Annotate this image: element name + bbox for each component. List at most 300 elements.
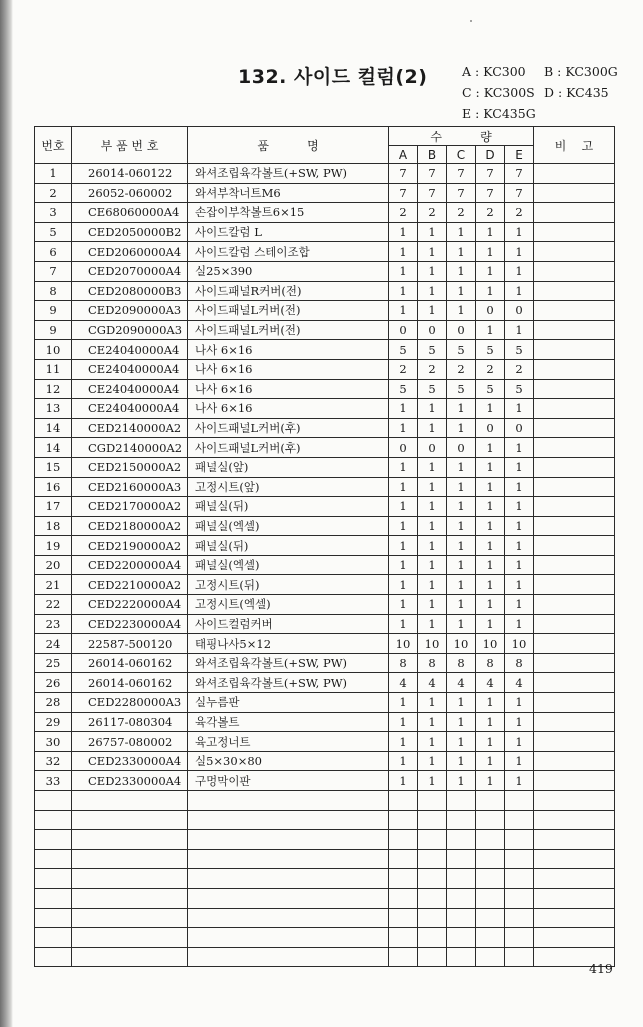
row-qty-c: 1 <box>447 575 476 595</box>
row-qty-c: 1 <box>447 497 476 517</box>
row-number: 18 <box>35 516 72 536</box>
row-qty-d: 1 <box>476 281 505 301</box>
row-part-number: CED2280000A3 <box>72 693 188 713</box>
row-part-name: 태핑나사5×12 <box>188 634 389 654</box>
row-qty-a <box>389 849 418 869</box>
table-row <box>35 242 615 262</box>
row-number: 2 <box>35 183 72 203</box>
row-part-number: CED2070000A4 <box>72 261 188 281</box>
row-qty-b: 1 <box>418 575 447 595</box>
row-part-name: 실25×390 <box>188 261 389 281</box>
row-remark <box>534 928 615 948</box>
row-qty-a: 5 <box>389 379 418 399</box>
row-qty-c: 1 <box>447 614 476 634</box>
table-row <box>35 340 615 360</box>
row-qty-e: 1 <box>505 595 534 615</box>
row-qty-e: 8 <box>505 653 534 673</box>
row-number: 11 <box>35 359 72 379</box>
row-part-number: CED2150000A2 <box>72 457 188 477</box>
row-part-number: CE24040000A4 <box>72 379 188 399</box>
row-qty-b: 4 <box>418 673 447 693</box>
row-qty-e: 1 <box>505 242 534 262</box>
row-qty-e: 10 <box>505 634 534 654</box>
row-qty-e: 1 <box>505 712 534 732</box>
row-qty-c: 8 <box>447 653 476 673</box>
row-qty-e <box>505 928 534 948</box>
row-qty-b: 1 <box>418 751 447 771</box>
row-remark <box>534 203 615 223</box>
row-qty-e <box>505 869 534 889</box>
row-number: 3 <box>35 203 72 223</box>
row-qty-d: 1 <box>476 575 505 595</box>
row-qty-b: 7 <box>418 164 447 184</box>
row-qty-e: 5 <box>505 340 534 360</box>
row-qty-b: 1 <box>418 536 447 556</box>
row-part-name: 와셔조립육각볼트(+SW, PW) <box>188 653 389 673</box>
row-part-name: 와셔부착너트M6 <box>188 183 389 203</box>
row-qty-b: 1 <box>418 614 447 634</box>
row-qty-e: 1 <box>505 575 534 595</box>
row-part-number: CED2160000A3 <box>72 477 188 497</box>
row-remark <box>534 359 615 379</box>
parts-table-body <box>35 164 615 967</box>
row-qty-d: 1 <box>476 320 505 340</box>
row-qty-e <box>505 947 534 967</box>
row-qty-a: 2 <box>389 359 418 379</box>
row-remark <box>534 732 615 752</box>
row-part-name <box>188 810 389 830</box>
table-row <box>35 281 615 301</box>
model-d: D : KC435 <box>544 85 609 100</box>
table-row <box>35 164 615 184</box>
row-qty-c <box>447 849 476 869</box>
row-qty-d: 1 <box>476 555 505 575</box>
row-number: 19 <box>35 536 72 556</box>
row-number: 29 <box>35 712 72 732</box>
row-part-number <box>72 830 188 850</box>
row-number <box>35 947 72 967</box>
row-remark <box>534 301 615 321</box>
row-part-number <box>72 928 188 948</box>
row-remark <box>534 888 615 908</box>
row-remark <box>534 457 615 477</box>
row-qty-b <box>418 810 447 830</box>
table-row <box>35 418 615 438</box>
table-row <box>35 320 615 340</box>
row-qty-b <box>418 888 447 908</box>
row-qty-a: 1 <box>389 457 418 477</box>
row-qty-a: 1 <box>389 399 418 419</box>
row-part-name: 육각볼트 <box>188 712 389 732</box>
row-qty-d: 1 <box>476 751 505 771</box>
row-qty-b: 1 <box>418 281 447 301</box>
row-qty-c <box>447 810 476 830</box>
row-qty-b <box>418 849 447 869</box>
row-qty-c: 1 <box>447 771 476 791</box>
row-qty-a <box>389 947 418 967</box>
row-qty-b: 1 <box>418 516 447 536</box>
row-qty-d: 2 <box>476 203 505 223</box>
table-row <box>35 555 615 575</box>
row-number <box>35 791 72 811</box>
row-part-name: 실누름판 <box>188 693 389 713</box>
row-qty-a: 2 <box>389 203 418 223</box>
row-part-name: 육고정너트 <box>188 732 389 752</box>
table-row <box>35 673 615 693</box>
row-qty-a <box>389 908 418 928</box>
row-qty-d: 7 <box>476 183 505 203</box>
row-qty-d: 0 <box>476 301 505 321</box>
header-qty-e: E <box>505 146 534 164</box>
row-qty-b <box>418 869 447 889</box>
row-qty-e: 1 <box>505 320 534 340</box>
row-part-number: 26117-080304 <box>72 712 188 732</box>
table-row <box>35 516 615 536</box>
empty-table-row <box>35 849 615 869</box>
table-row <box>35 634 615 654</box>
row-part-number: CED2170000A2 <box>72 497 188 517</box>
row-part-number: 26014-060122 <box>72 164 188 184</box>
row-qty-b <box>418 791 447 811</box>
row-qty-b: 5 <box>418 340 447 360</box>
row-part-name: 패널실(뒤) <box>188 536 389 556</box>
row-qty-a: 1 <box>389 516 418 536</box>
row-part-number: CED2330000A4 <box>72 751 188 771</box>
row-number <box>35 928 72 948</box>
row-qty-b: 1 <box>418 477 447 497</box>
row-qty-a: 0 <box>389 320 418 340</box>
row-remark <box>534 634 615 654</box>
row-qty-d <box>476 830 505 850</box>
table-row <box>35 693 615 713</box>
row-qty-b: 2 <box>418 359 447 379</box>
empty-table-row <box>35 810 615 830</box>
row-qty-d: 7 <box>476 164 505 184</box>
page-title: 132. 사이드 컬럼(2) <box>238 66 428 88</box>
model-c: C : KC300S <box>462 85 535 100</box>
row-qty-c: 1 <box>447 555 476 575</box>
empty-table-row <box>35 869 615 889</box>
row-qty-b: 1 <box>418 222 447 242</box>
row-qty-e: 1 <box>505 477 534 497</box>
row-qty-b: 1 <box>418 771 447 791</box>
row-qty-e: 1 <box>505 399 534 419</box>
row-part-number: CED2210000A2 <box>72 575 188 595</box>
row-qty-a: 1 <box>389 751 418 771</box>
row-qty-d: 1 <box>476 438 505 458</box>
row-qty-d: 5 <box>476 340 505 360</box>
row-qty-d <box>476 908 505 928</box>
row-qty-d <box>476 928 505 948</box>
row-part-name: 사이드패널L커버(전) <box>188 320 389 340</box>
row-qty-e: 1 <box>505 516 534 536</box>
row-part-name <box>188 869 389 889</box>
row-remark <box>534 242 615 262</box>
row-qty-a: 5 <box>389 340 418 360</box>
row-qty-c: 1 <box>447 516 476 536</box>
row-number: 16 <box>35 477 72 497</box>
row-qty-c: 5 <box>447 379 476 399</box>
table-row <box>35 771 615 791</box>
row-remark <box>534 340 615 360</box>
row-number <box>35 830 72 850</box>
table-row <box>35 399 615 419</box>
row-number: 13 <box>35 399 72 419</box>
row-part-name: 패널실(엑셀) <box>188 516 389 536</box>
table-row <box>35 379 615 399</box>
empty-table-row <box>35 928 615 948</box>
row-number: 8 <box>35 281 72 301</box>
row-qty-e: 1 <box>505 614 534 634</box>
row-qty-d <box>476 810 505 830</box>
row-part-number: CED2200000A4 <box>72 555 188 575</box>
row-qty-a: 1 <box>389 497 418 517</box>
row-qty-a: 1 <box>389 614 418 634</box>
row-qty-d <box>476 849 505 869</box>
row-qty-a: 1 <box>389 222 418 242</box>
row-qty-e <box>505 888 534 908</box>
table-row <box>35 751 615 771</box>
row-part-number: 26757-080002 <box>72 732 188 752</box>
row-remark <box>534 438 615 458</box>
row-number: 14 <box>35 438 72 458</box>
table-row <box>35 261 615 281</box>
row-remark <box>534 869 615 889</box>
row-qty-c: 1 <box>447 242 476 262</box>
row-qty-c: 7 <box>447 183 476 203</box>
row-qty-c: 0 <box>447 438 476 458</box>
row-number: 28 <box>35 693 72 713</box>
row-part-number: CED2330000A4 <box>72 771 188 791</box>
row-qty-a: 0 <box>389 438 418 458</box>
row-qty-b <box>418 947 447 967</box>
row-qty-d <box>476 791 505 811</box>
row-part-number <box>72 849 188 869</box>
row-qty-d: 1 <box>476 242 505 262</box>
row-remark <box>534 653 615 673</box>
row-part-name <box>188 928 389 948</box>
row-part-name <box>188 947 389 967</box>
row-part-number: CED2220000A4 <box>72 595 188 615</box>
header-qty-b: B <box>418 146 447 164</box>
row-qty-d: 1 <box>476 536 505 556</box>
row-qty-e <box>505 791 534 811</box>
row-qty-b: 1 <box>418 732 447 752</box>
header-name: 품 명 <box>188 127 389 164</box>
row-qty-e: 4 <box>505 673 534 693</box>
row-qty-e: 1 <box>505 693 534 713</box>
row-number: 1 <box>35 164 72 184</box>
row-qty-e: 0 <box>505 418 534 438</box>
model-e: E : KC435G <box>462 106 536 121</box>
row-qty-d: 1 <box>476 497 505 517</box>
row-part-name: 사이드패널L커버(전) <box>188 301 389 321</box>
row-qty-b: 7 <box>418 183 447 203</box>
row-qty-d: 10 <box>476 634 505 654</box>
row-part-name: 사이드패널L커버(후) <box>188 438 389 458</box>
row-qty-c: 1 <box>447 732 476 752</box>
row-remark <box>534 555 615 575</box>
row-part-number: 26052-060002 <box>72 183 188 203</box>
row-qty-b <box>418 908 447 928</box>
empty-table-row <box>35 888 615 908</box>
row-qty-e: 2 <box>505 359 534 379</box>
empty-table-row <box>35 791 615 811</box>
row-part-name: 나사 6×16 <box>188 359 389 379</box>
empty-table-row <box>35 830 615 850</box>
row-number: 21 <box>35 575 72 595</box>
row-qty-b: 1 <box>418 242 447 262</box>
row-part-name: 사이드패널L커버(후) <box>188 418 389 438</box>
header-remark: 비 고 <box>534 127 615 164</box>
row-part-number: CE24040000A4 <box>72 359 188 379</box>
table-row <box>35 732 615 752</box>
row-part-number <box>72 888 188 908</box>
row-qty-d: 1 <box>476 261 505 281</box>
row-qty-c: 1 <box>447 712 476 732</box>
row-qty-b: 1 <box>418 712 447 732</box>
table-row <box>35 653 615 673</box>
row-part-number: CGD2090000A3 <box>72 320 188 340</box>
row-qty-b: 8 <box>418 653 447 673</box>
row-qty-c <box>447 947 476 967</box>
row-number: 26 <box>35 673 72 693</box>
row-qty-c: 1 <box>447 693 476 713</box>
row-part-name <box>188 888 389 908</box>
row-remark <box>534 497 615 517</box>
row-qty-e: 7 <box>505 164 534 184</box>
row-number: 30 <box>35 732 72 752</box>
table-row <box>35 712 615 732</box>
row-qty-b: 1 <box>418 693 447 713</box>
row-qty-c <box>447 908 476 928</box>
row-qty-b: 5 <box>418 379 447 399</box>
row-qty-a: 1 <box>389 575 418 595</box>
row-qty-c: 7 <box>447 164 476 184</box>
row-remark <box>534 399 615 419</box>
header-qty: 수 량 <box>389 127 534 146</box>
row-number: 20 <box>35 555 72 575</box>
row-part-number: CED2180000A2 <box>72 516 188 536</box>
row-qty-c: 0 <box>447 320 476 340</box>
row-qty-e: 5 <box>505 379 534 399</box>
row-number <box>35 888 72 908</box>
row-part-name: 패널실(엑셀) <box>188 555 389 575</box>
row-qty-e <box>505 908 534 928</box>
row-remark <box>534 908 615 928</box>
row-part-number: CE24040000A4 <box>72 399 188 419</box>
row-part-number: 26014-060162 <box>72 673 188 693</box>
row-qty-b: 1 <box>418 418 447 438</box>
table-row <box>35 203 615 223</box>
row-remark <box>534 222 615 242</box>
row-number: 24 <box>35 634 72 654</box>
table-row <box>35 614 615 634</box>
row-qty-a: 1 <box>389 281 418 301</box>
row-part-name: 실5×30×80 <box>188 751 389 771</box>
row-remark <box>534 810 615 830</box>
model-a: A : KC300 <box>462 64 526 79</box>
row-remark <box>534 614 615 634</box>
row-remark <box>534 575 615 595</box>
row-remark <box>534 849 615 869</box>
row-qty-a: 1 <box>389 242 418 262</box>
row-remark <box>534 536 615 556</box>
row-qty-d: 1 <box>476 477 505 497</box>
table-row <box>35 497 615 517</box>
row-part-number <box>72 908 188 928</box>
row-qty-e: 1 <box>505 751 534 771</box>
row-qty-a: 1 <box>389 536 418 556</box>
row-qty-c <box>447 869 476 889</box>
row-part-number: CED2080000B3 <box>72 281 188 301</box>
row-qty-c: 1 <box>447 261 476 281</box>
row-part-number <box>72 810 188 830</box>
row-part-name: 패널실(뒤) <box>188 497 389 517</box>
row-remark <box>534 183 615 203</box>
row-part-number: CED2090000A3 <box>72 301 188 321</box>
table-row <box>35 301 615 321</box>
row-number: 14 <box>35 418 72 438</box>
row-qty-c: 1 <box>447 595 476 615</box>
row-number: 7 <box>35 261 72 281</box>
row-part-number: CED2060000A4 <box>72 242 188 262</box>
row-number: 6 <box>35 242 72 262</box>
row-number: 25 <box>35 653 72 673</box>
row-remark <box>534 164 615 184</box>
row-part-number: CGD2140000A2 <box>72 438 188 458</box>
row-part-name: 손잡이부착볼트6×15 <box>188 203 389 223</box>
row-qty-b: 1 <box>418 301 447 321</box>
row-qty-e <box>505 810 534 830</box>
row-qty-a: 1 <box>389 693 418 713</box>
row-qty-e: 1 <box>505 771 534 791</box>
table-row <box>35 438 615 458</box>
row-remark <box>534 712 615 732</box>
row-qty-b <box>418 830 447 850</box>
row-part-number: CE24040000A4 <box>72 340 188 360</box>
row-qty-d: 1 <box>476 712 505 732</box>
model-b: B : KC300G <box>544 64 618 79</box>
row-qty-b: 1 <box>418 555 447 575</box>
table-row <box>35 477 615 497</box>
row-qty-b: 10 <box>418 634 447 654</box>
row-qty-c: 10 <box>447 634 476 654</box>
row-qty-a <box>389 888 418 908</box>
row-qty-c: 1 <box>447 477 476 497</box>
row-qty-e: 1 <box>505 732 534 752</box>
row-part-name <box>188 791 389 811</box>
row-qty-d: 1 <box>476 399 505 419</box>
row-qty-e: 1 <box>505 555 534 575</box>
row-number: 9 <box>35 301 72 321</box>
row-part-name: 나사 6×16 <box>188 399 389 419</box>
row-qty-d: 1 <box>476 614 505 634</box>
scan-speck <box>470 20 472 22</box>
row-qty-b: 2 <box>418 203 447 223</box>
row-remark <box>534 516 615 536</box>
row-part-number: CED2230000A4 <box>72 614 188 634</box>
row-qty-d: 1 <box>476 595 505 615</box>
row-part-number: CED2190000A2 <box>72 536 188 556</box>
row-remark <box>534 751 615 771</box>
row-remark <box>534 673 615 693</box>
row-qty-d: 4 <box>476 673 505 693</box>
row-part-name <box>188 908 389 928</box>
row-remark <box>534 791 615 811</box>
row-number: 32 <box>35 751 72 771</box>
row-qty-c: 4 <box>447 673 476 693</box>
